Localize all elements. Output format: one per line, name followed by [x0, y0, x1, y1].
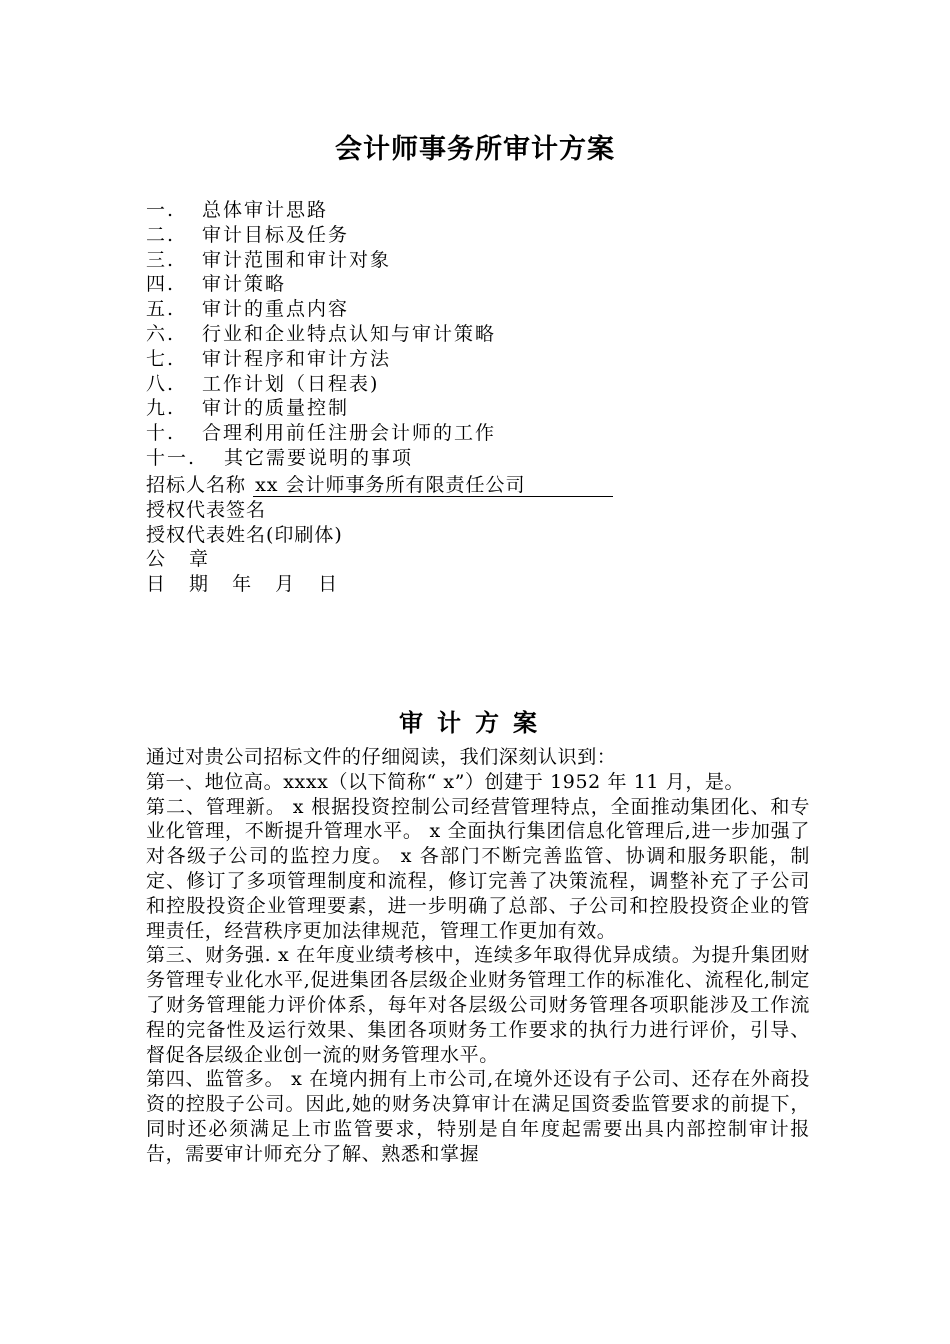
date-label: 日 期 年 月 日 [146, 573, 347, 596]
toc-number: 五. [146, 298, 176, 321]
toc-text: 其它需要说明的事项 [224, 446, 414, 469]
toc-text: 审计的重点内容 [202, 298, 350, 321]
toc-item [146, 223, 826, 248]
toc-text: 审计策略 [202, 273, 287, 296]
seal-label: 公 章 [146, 548, 218, 571]
toc-text: 审计程序和审计方法 [202, 347, 392, 370]
toc-item [146, 272, 826, 297]
section-body [146, 745, 810, 1167]
toc-number: 三. [146, 248, 176, 271]
table-of-contents [146, 198, 826, 471]
toc-text: 总体审计思路 [202, 199, 329, 221]
toc-number: 二. [146, 223, 176, 246]
toc-number: 六. [146, 322, 176, 345]
toc-item [146, 297, 826, 322]
toc-item [146, 248, 826, 273]
toc-number: 九. [146, 397, 176, 420]
toc-item [146, 446, 826, 471]
body-paragraph: 通过对贵公司招标文件的仔细阅读，我们深刻认识到： [146, 746, 617, 768]
representative-name-label: 授权代表姓名(印刷体) [146, 523, 343, 546]
toc-item [146, 372, 826, 397]
toc-text: 审计目标及任务 [202, 223, 350, 246]
toc-item [146, 347, 826, 372]
toc-item [146, 396, 826, 421]
body-paragraph: 第三、财务强. x 在年度业绩考核中，连续多年取得优异成绩。为提升集团财务管理专业化水平,促进集团各层级企业财务管理工作的标准化、流程化,制定了财务管理能力评价体系，每年对各层级公司财务管理各项职能涉及工作流程的完备性及运行效果、集团各项财务工作要求的执行力进行评价，引导、督促各层级企业创一流的财务管理水平。 [146, 944, 810, 1066]
toc-number: 八. [146, 372, 176, 395]
toc-number: 四. [146, 273, 176, 296]
toc-number: 十一. [146, 446, 197, 469]
body-paragraph: 第二、管理新。 x 根据投资控制公司经营管理特点，全面推动集团化、和专业化管理，不断提升管理水平。 x 全面执行集团信息化管理后,进一步加强了对各级子公司的监控力度。 x 各部门不断完善监管、协调和服务职能，制定、修订了多项管理制度和流程，修订完善了决策流程，调整补充了子公司和控股投资企业管理要素，进一步明确了总部、子公司和控股投资企业的管理责任，经营秩序更加法律规范，管理工作更加有效。 [146, 795, 810, 942]
toc-number: 十. [146, 422, 176, 445]
toc-text: 行业和企业特点认知与审计策略 [202, 322, 497, 345]
bidder-line [146, 473, 826, 498]
document-title: 会计师事务所审计方案 [335, 134, 615, 165]
toc-item [146, 198, 826, 223]
toc-text: 审计范围和审计对象 [202, 248, 392, 271]
section-title: 审计方案 [399, 708, 551, 737]
toc-item [146, 421, 826, 446]
toc-item [146, 322, 826, 347]
bidder-label: 招标人名称 [146, 474, 247, 496]
bidder-info-block [146, 473, 826, 597]
body-paragraph: 第四、监管多。 x 在境内拥有上市公司,在境外还设有子公司、还存在外商投资的控股子公司。因此,她的财务决算审计在满足国资委监管要求的前提下，同时还必须满足上市监管要求，特别是自年度起需要出具内部控制审计报告，需要审计师充分了解、熟悉和掌握 [146, 1068, 810, 1165]
body-paragraph: 第一、地位高。xxxx（以下简称“ x”）创建于 1952 年 11 月，是。 [146, 770, 745, 793]
toc-text: 工作计划（日程表) [202, 372, 380, 395]
toc-number: 一. [146, 199, 176, 221]
signature-label: 授权代表签名 [146, 498, 267, 521]
toc-text: 审计的质量控制 [202, 397, 350, 420]
toc-number: 七. [146, 347, 176, 370]
toc-text: 合理利用前任注册会计师的工作 [202, 422, 497, 445]
bidder-name-field: xx 会计师事务所有限责任公司 [253, 475, 613, 497]
